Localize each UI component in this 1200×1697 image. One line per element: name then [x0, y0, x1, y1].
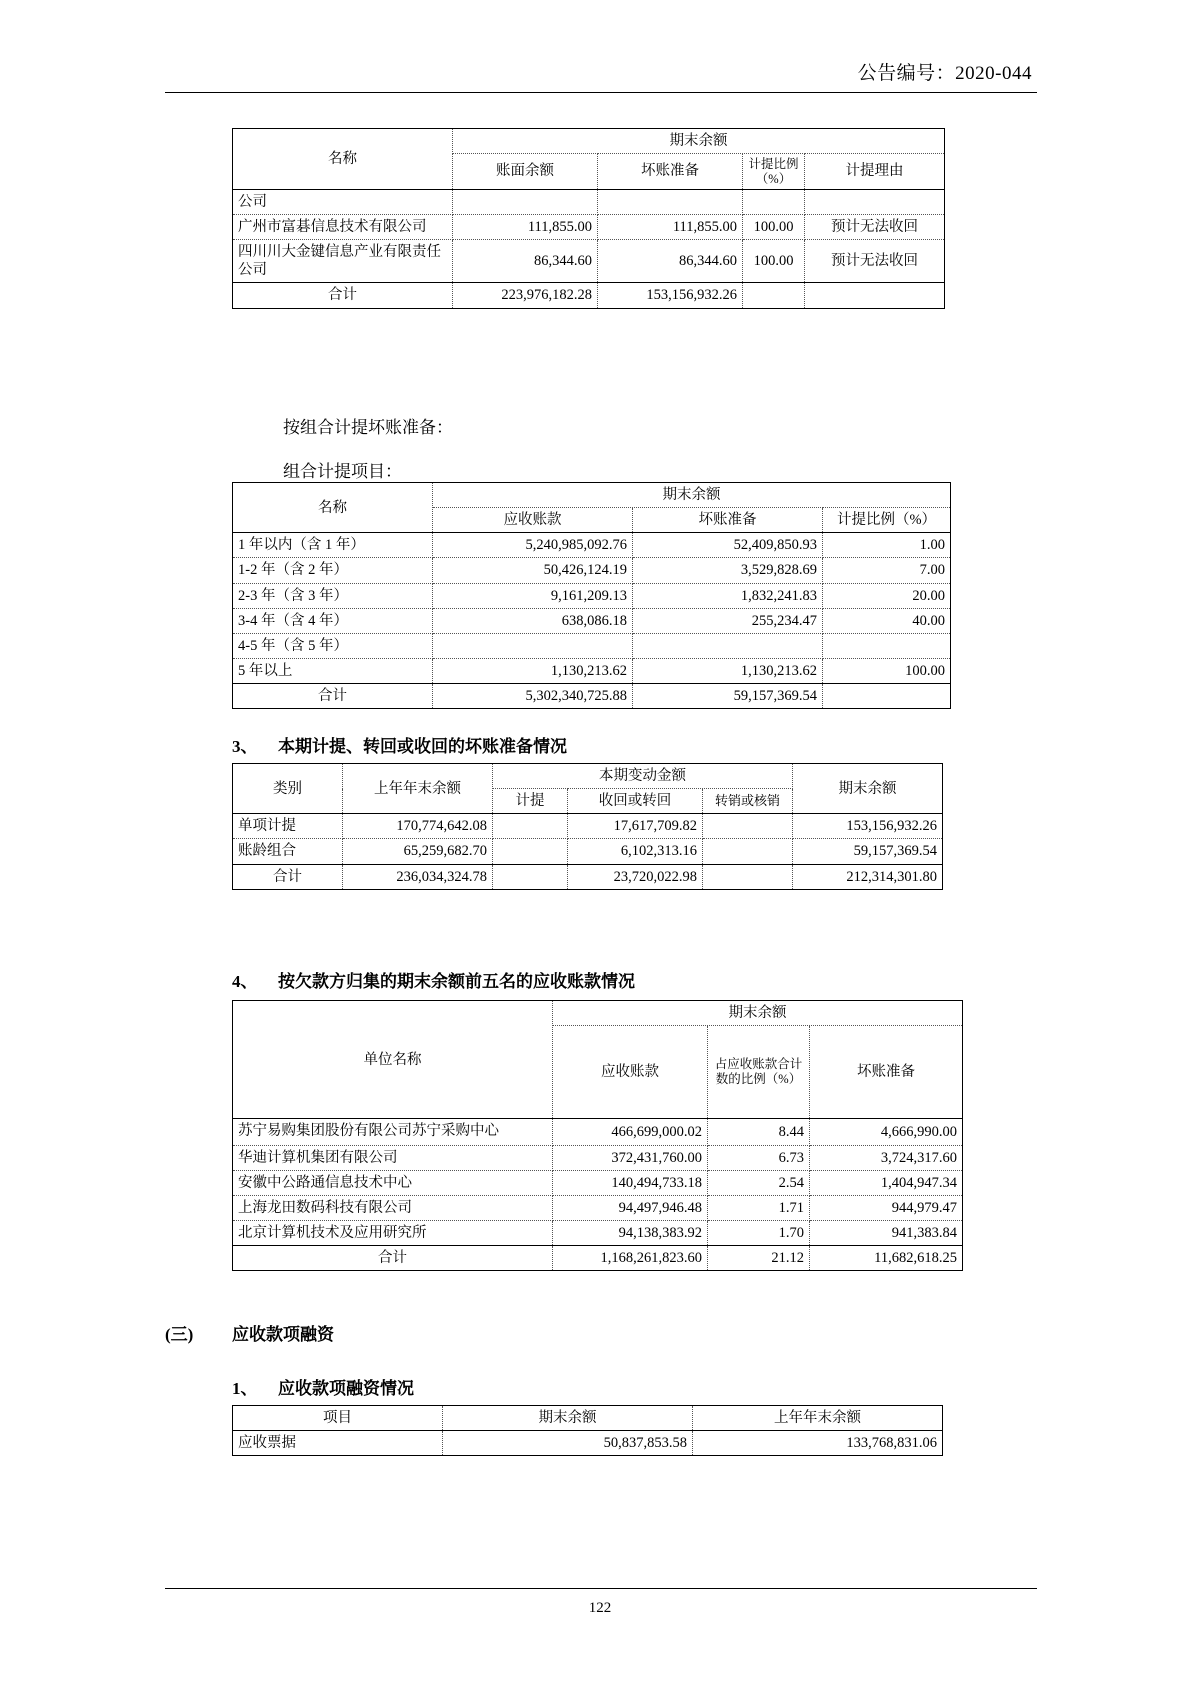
col-header-provision: 坏账准备: [598, 154, 743, 190]
cell-pct-total: 21.12: [708, 1246, 810, 1271]
table-row: [233, 658, 951, 683]
section-3-index: 3、: [232, 737, 258, 756]
cell-pct: 6.73: [708, 1145, 810, 1170]
cell-ratio-total: [743, 283, 805, 308]
cell-recovered: 17,617,709.82: [568, 814, 703, 839]
row-label: 四川川大金键信息产业有限责任公司: [233, 240, 453, 283]
table-row: [233, 1145, 963, 1170]
row-label: 4-5 年（含 5 年）: [233, 633, 433, 658]
cell-ratio: 100.00: [743, 215, 805, 240]
table-row: [233, 633, 951, 658]
col-header-ratio: 计提比例（%）: [743, 154, 805, 190]
cell-writeoff: [703, 814, 793, 839]
cell-ar: 1,130,213.62: [433, 658, 633, 683]
col-header-prev-balance: 上年年末余额: [693, 1406, 943, 1431]
table-row: [233, 1001, 963, 1026]
section-6-index: 1、: [232, 1379, 258, 1398]
row-label-total: 合计: [233, 864, 343, 889]
row-label: 1 年以内（含 1 年）: [233, 533, 433, 558]
table-row: [233, 1431, 943, 1456]
cell-end-balance: 59,157,369.54: [793, 839, 943, 864]
col-header-ratio: 计提比例（%）: [823, 508, 951, 533]
table-row: [233, 558, 951, 583]
paragraph-group-provision: 按组合计提坏账准备：: [283, 418, 453, 437]
cell-reason: 预计无法收回: [805, 240, 945, 283]
table-row: [233, 1119, 963, 1146]
cell-provision: 86,344.60: [598, 240, 743, 283]
cell-provision: 3,724,317.60: [810, 1145, 963, 1170]
table-row-total: [233, 864, 943, 889]
section-3-heading: [232, 732, 567, 757]
row-label: 公司: [233, 189, 453, 214]
table-row: [233, 608, 951, 633]
cell-ratio: 20.00: [823, 583, 951, 608]
table-row: [233, 1195, 963, 1220]
cell-pct: 2.54: [708, 1170, 810, 1195]
cell-provision: 3,529,828.69: [633, 558, 823, 583]
col-header-group: 期末余额: [433, 483, 951, 508]
cell-book-balance: 111,855.00: [453, 215, 598, 240]
table-row: [233, 839, 943, 864]
cell-pct: 8.44: [708, 1119, 810, 1146]
cell-ar: 94,138,383.92: [553, 1221, 708, 1246]
row-label: 北京计算机技术及应用研究所: [233, 1221, 553, 1246]
table-row: [233, 1406, 943, 1431]
col-header-accrual: 计提: [493, 789, 568, 814]
page-header: 公告编号：2020-044: [857, 63, 1032, 84]
cell-ar: [433, 633, 633, 658]
cell-ar: 5,240,985,092.76: [433, 533, 633, 558]
cell-provision: 941,383.84: [810, 1221, 963, 1246]
cell-ar: 50,426,124.19: [433, 558, 633, 583]
cell-ar: 638,086.18: [433, 608, 633, 633]
table-row: [233, 189, 945, 214]
row-label: 安徽中公路通信息技术中心: [233, 1170, 553, 1195]
cell-recovered: 6,102,313.16: [568, 839, 703, 864]
col-header-recovered: 收回或转回: [568, 789, 703, 814]
cell-ratio: 7.00: [823, 558, 951, 583]
cell-provision: 111,855.00: [598, 215, 743, 240]
cell-provision: 255,234.47: [633, 608, 823, 633]
col-header-writeoff: 转销或核销: [703, 789, 793, 814]
cell-begin-balance: 65,259,682.70: [343, 839, 493, 864]
cell-ratio: 1.00: [823, 533, 951, 558]
col-header-provision: 坏账准备: [810, 1026, 963, 1119]
col-header-pct: 占应收账款合计数的比例（%）: [708, 1026, 810, 1119]
cell-recovered-total: 23,720,022.98: [568, 864, 703, 889]
page-number: 122: [588, 1600, 612, 1616]
cell-prev-balance: 133,768,831.06: [693, 1431, 943, 1456]
row-label: 应收票据: [233, 1431, 443, 1456]
cell-provision-total: 153,156,932.26: [598, 283, 743, 308]
col-header-unit-name: 单位名称: [233, 1001, 553, 1119]
cell-ar-total: 5,302,340,725.88: [433, 684, 633, 709]
table-single-provision: [232, 128, 945, 309]
cell-provision: 1,404,947.34: [810, 1170, 963, 1195]
cell-ratio: [823, 633, 951, 658]
cell-accrual: [493, 814, 568, 839]
cell-ar: 94,497,946.48: [553, 1195, 708, 1220]
table-row: [233, 129, 945, 154]
cell-book-balance: [453, 189, 598, 214]
table-receivables-financing: [232, 1405, 943, 1456]
col-header-begin-balance: 上年年末余额: [343, 764, 493, 814]
table-row: [233, 533, 951, 558]
table-row: [233, 483, 951, 508]
table-row: [233, 814, 943, 839]
table-row: [233, 215, 945, 240]
cell-reason-total: [805, 283, 945, 308]
col-header-group: 期末余额: [553, 1001, 963, 1026]
table-row: [233, 764, 943, 789]
section-5-heading: [165, 1320, 334, 1345]
paragraph-group-items: 组合计提项目：: [283, 462, 402, 481]
row-label: 2-3 年（含 3 年）: [233, 583, 433, 608]
row-label: 5 年以上: [233, 658, 433, 683]
cell-writeoff-total: [703, 864, 793, 889]
cell-end-balance-total: 212,314,301.80: [793, 864, 943, 889]
cell-ratio-total: [823, 684, 951, 709]
footer-divider: [165, 1588, 1037, 1589]
table-row: [233, 240, 945, 283]
section-4-index: 4、: [232, 972, 258, 991]
cell-provision: 944,979.47: [810, 1195, 963, 1220]
table-row: [233, 1170, 963, 1195]
cell-reason: [805, 189, 945, 214]
cell-ar: 9,161,209.13: [433, 583, 633, 608]
cell-ratio: 40.00: [823, 608, 951, 633]
cell-ar: 140,494,733.18: [553, 1170, 708, 1195]
cell-begin-balance: 170,774,642.08: [343, 814, 493, 839]
col-header-name: 名称: [233, 483, 433, 533]
cell-provision: [633, 633, 823, 658]
cell-end-balance: 50,837,853.58: [443, 1431, 693, 1456]
col-header-item: 项目: [233, 1406, 443, 1431]
section-5-title: 应收款项融资: [232, 1325, 334, 1344]
cell-provision: 1,130,213.62: [633, 658, 823, 683]
table-top5-receivables: [232, 1000, 963, 1271]
cell-pct: 1.70: [708, 1221, 810, 1246]
cell-book-balance: 86,344.60: [453, 240, 598, 283]
row-label: 1-2 年（含 2 年）: [233, 558, 433, 583]
cell-ar-total: 1,168,261,823.60: [553, 1246, 708, 1271]
col-header-end-balance: 期末余额: [793, 764, 943, 814]
row-label-total: 合计: [233, 684, 433, 709]
cell-reason: 预计无法收回: [805, 215, 945, 240]
section-4-title: 按欠款方归集的期末余额前五名的应收账款情况: [278, 972, 635, 991]
cell-book-balance-total: 223,976,182.28: [453, 283, 598, 308]
row-label: 华迪计算机集团有限公司: [233, 1145, 553, 1170]
cell-ar: 466,699,000.02: [553, 1119, 708, 1146]
col-header-name: 名称: [233, 129, 453, 190]
section-6-title: 应收款项融资情况: [278, 1379, 414, 1398]
cell-accrual-total: [493, 864, 568, 889]
table-aging-provision: [232, 482, 951, 709]
cell-provision-total: 59,157,369.54: [633, 684, 823, 709]
col-header-end-balance: 期末余额: [443, 1406, 693, 1431]
col-header-reason: 计提理由: [805, 154, 945, 190]
cell-begin-balance-total: 236,034,324.78: [343, 864, 493, 889]
row-label: 上海龙田数码科技有限公司: [233, 1195, 553, 1220]
section-4-heading: [232, 967, 635, 992]
table-row-total: [233, 283, 945, 308]
table-row: [233, 583, 951, 608]
row-label-total: 合计: [233, 283, 453, 308]
col-header-group: 本期变动金额: [493, 764, 793, 789]
header-divider: [165, 92, 1037, 93]
cell-ratio: 100.00: [823, 658, 951, 683]
cell-end-balance: 153,156,932.26: [793, 814, 943, 839]
table-row: [233, 1221, 963, 1246]
cell-provision: 52,409,850.93: [633, 533, 823, 558]
table-row-total: [233, 1246, 963, 1271]
cell-provision-total: 11,682,618.25: [810, 1246, 963, 1271]
col-header-type: 类别: [233, 764, 343, 814]
col-header-group: 期末余额: [453, 129, 945, 154]
col-header-book-balance: 账面余额: [453, 154, 598, 190]
col-header-provision: 坏账准备: [633, 508, 823, 533]
row-label: 单项计提: [233, 814, 343, 839]
cell-provision: [598, 189, 743, 214]
cell-provision: 1,832,241.83: [633, 583, 823, 608]
cell-accrual: [493, 839, 568, 864]
table-row-total: [233, 684, 951, 709]
cell-provision: 4,666,990.00: [810, 1119, 963, 1146]
row-label: 广州市富碁信息技术有限公司: [233, 215, 453, 240]
col-header-ar: 应收账款: [433, 508, 633, 533]
cell-ratio: [743, 189, 805, 214]
row-label: 3-4 年（含 4 年）: [233, 608, 433, 633]
cell-ratio: 100.00: [743, 240, 805, 283]
row-label: 账龄组合: [233, 839, 343, 864]
table-provision-changes: [232, 763, 943, 890]
section-6-heading: [232, 1374, 414, 1399]
cell-pct: 1.71: [708, 1195, 810, 1220]
row-label-total: 合计: [233, 1246, 553, 1271]
cell-ar: 372,431,760.00: [553, 1145, 708, 1170]
col-header-ar: 应收账款: [553, 1026, 708, 1119]
row-label: 苏宁易购集团股份有限公司苏宁采购中心: [233, 1119, 553, 1146]
section-3-title: 本期计提、转回或收回的坏账准备情况: [278, 737, 567, 756]
section-5-index: (三): [165, 1325, 194, 1344]
cell-writeoff: [703, 839, 793, 864]
